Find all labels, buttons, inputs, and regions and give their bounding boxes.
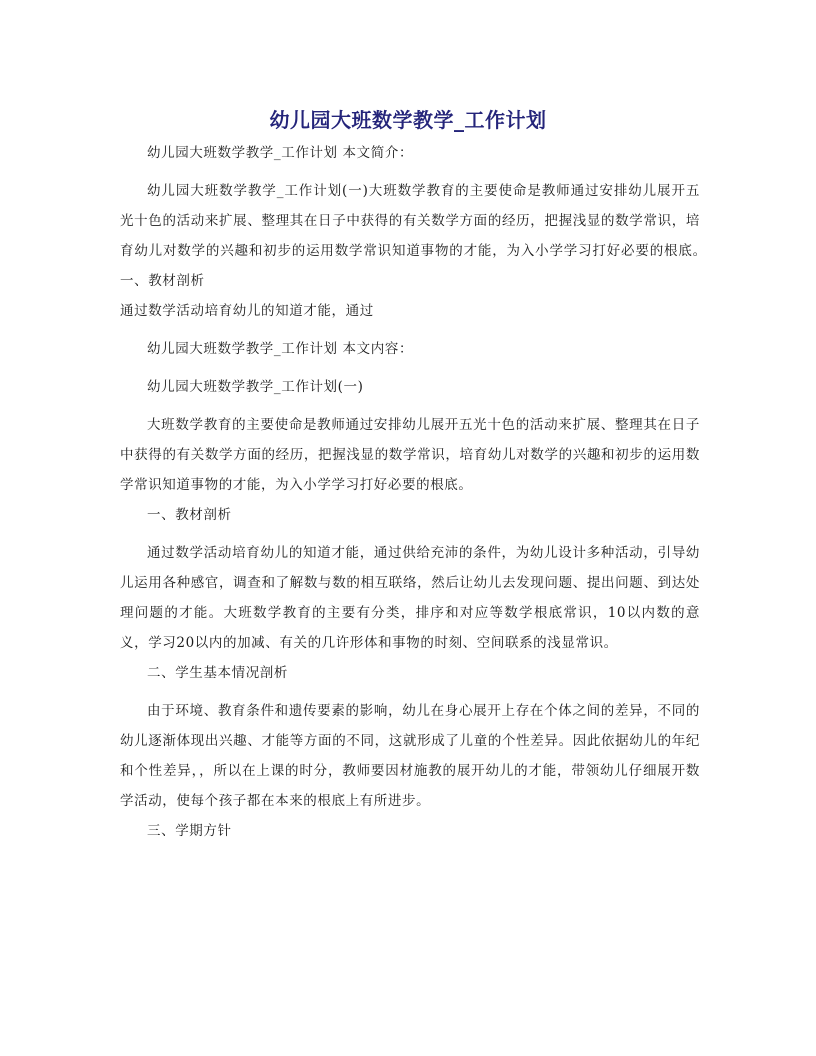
- textbook-analysis-paragraph: 通过数学活动培育幼儿的知道才能，通过供给充沛的条件，为幼儿设计多种活动，引导幼儿运用各种感官，调查和了解数与数的相互联络，然后让幼儿去发现问题、提出问题、到达处理问题的才能。大班数学教育的主要有分类，排序和对应等数学根底常识，10以内数的意义，学习20以内的加减、有关的几许形体和事物的时刻、空间联系的浅显常识。: [120, 545, 700, 651]
- section-heading-textbook-analysis: 一、教材剖析: [147, 507, 232, 523]
- intro-label: 幼儿园大班数学教学_工作计划 本文简介：: [147, 145, 414, 161]
- student-analysis-paragraph: 由于环境、教育条件和遗传要素的影响，幼儿在身心展开上存在个体之间的差异，不同的幼儿逐渐体现出兴趣、才能等方面的不同，这就形成了儿童的个性差异。因此依据幼儿的年纪和个性差异，，所以在上课的时分，教师要因材施教的展开幼儿的才能，带领幼儿仔细展开数学活动，使每个孩子都在本来的根底上有所进步。: [120, 703, 700, 809]
- document-title: 幼儿园大班数学教学_工作计划: [269, 108, 547, 132]
- intro-paragraph: 幼儿园大班数学教学_工作计划(一)大班数学教育的主要使命是教师通过安排幼儿展开五光十色的活动来扩展、整理其在日子中获得的有关数学方面的经历，把握浅显的数学常识，培育幼儿对数学的兴趣和初步的运用数学常识知道事物的才能，为入小学学习打好必要的根底。 一、教材剖析: [120, 183, 729, 289]
- section-heading-semester-goals: 三、学期方针: [147, 823, 232, 839]
- section-heading-student-analysis: 二、学生基本情况剖析: [147, 665, 288, 681]
- intro-tail: 通过数学活动培育幼儿的知道才能，通过: [120, 303, 374, 319]
- content-label: 幼儿园大班数学教学_工作计划 本文内容：: [147, 341, 414, 357]
- content-subtitle: 幼儿园大班数学教学_工作计划(一): [147, 379, 364, 395]
- document-body: [120, 138, 729, 846]
- mission-paragraph: 大班数学教育的主要使命是教师通过安排幼儿展开五光十色的活动来扩展、整理其在日子中获得的有关数学方面的经历，把握浅显的数学常识，培育幼儿对数学的兴趣和初步的运用数学常识知道事物的才能，为入小学学习打好必要的根底。: [120, 417, 700, 493]
